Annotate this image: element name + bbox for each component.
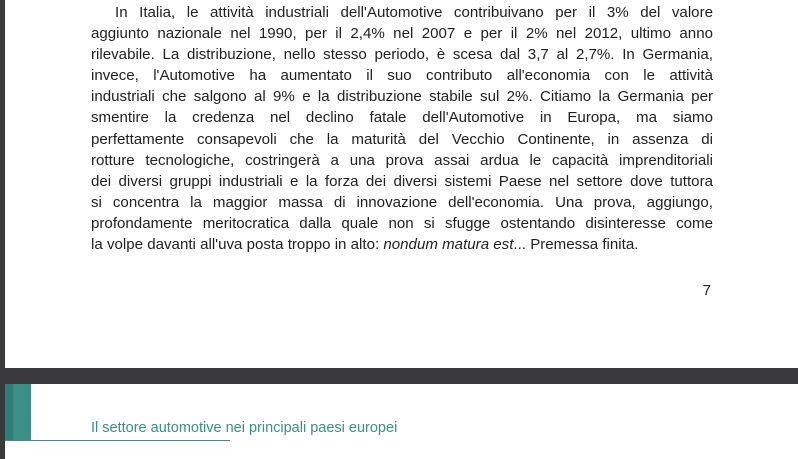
paragraph-last-line: [91, 234, 713, 255]
paragraph-line: perfettamente consapevoli che la maturità del Vecchio Continente, in assenza di: [91, 130, 713, 148]
paragraph-line: si concentra la maggior massa di innovazione dell'economia. Una prova, aggiungo,: [91, 193, 713, 211]
last-line-start: la volpe davanti all'uva posta troppo in alto:: [91, 236, 384, 254]
paragraph-line: invece, l'Automotive ha aumentato il suo contributo all'economia con le attività: [91, 67, 713, 85]
page-number: 7: [702, 282, 711, 299]
last-line-end: ... Premessa finita.: [513, 236, 639, 254]
paragraph-line: dei diversi gruppi industriali e la forza dei diversi sistemi Paese nel settore dove tuttora: [91, 172, 713, 190]
body-paragraph: [91, 2, 713, 255]
paragraph-line: aggiunto nazionale nel 1990, per il 2,4% nel 2007 e per il 2% nel 2012, ultimo anno: [91, 25, 713, 43]
chapter-color-band-shade: [5, 384, 13, 440]
running-header-title: Il settore automotive nei principali paesi europei: [91, 420, 398, 436]
paragraph-line: rotture tecnologiche, costringerà a una prova assai ardua le capacità imprenditoriali: [91, 151, 713, 169]
paragraph-line: profondamente meritocratica dalla quale non si sfugge ostentando disinteresse come: [91, 214, 713, 232]
paragraph-line: industriali che salgono al 9% e la distribuzione stabile sul 2%. Citiamo la Germania per: [91, 88, 713, 106]
document-page-current: [5, 0, 798, 368]
paragraph-line: smentire la credenza nel declino fatale dell'Automotive in Europa, ma siamo: [91, 109, 713, 127]
running-header-rule: [5, 440, 230, 441]
paragraph-line: In Italia, le attività industriali dell'Automotive contribuivano per il 3% del valore: [115, 4, 713, 21]
document-page-next: [5, 384, 798, 459]
paragraph-line: rilevabile. La distribuzione, nello stesso periodo, è scesa dal 3,7 al 2,7%. In Germania,: [91, 46, 713, 64]
latin-quote: nondum matura est: [383, 236, 514, 254]
